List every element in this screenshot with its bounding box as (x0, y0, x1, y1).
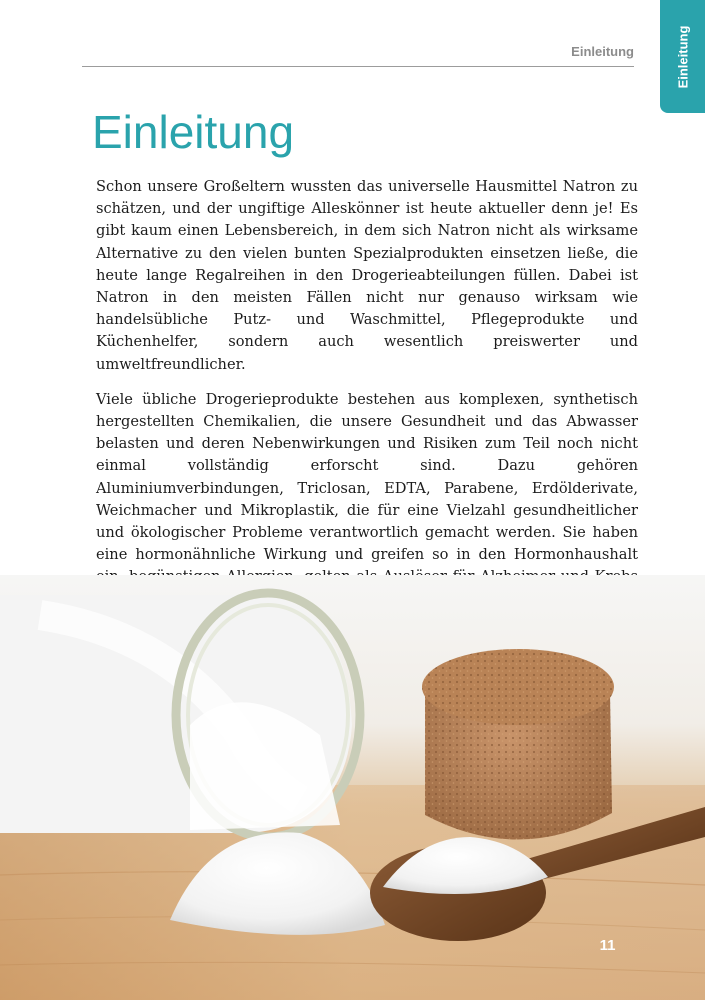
running-head-title: Einleitung (571, 44, 634, 59)
chapter-tab (660, 0, 705, 113)
running-head (82, 44, 634, 67)
glass-jar (0, 593, 360, 837)
chapter-tab-label: Einleitung (675, 25, 690, 88)
chapter-title: Einleitung (92, 106, 295, 158)
paragraph-1: Schon unsere Großeltern wussten das universelle Hausmittel Natron zu schätzen, und der ungiftige Alleskönner ist heute aktueller denn je! Es gibt kaum einen Lebensbereich, in dem sich Natron nicht als wirksame Alternative zu den vielen bunten Spezialprodukten einsetzen ließe, die heute lange Regalreihen in den Drogerieabteilungen füllen. Dabei ist Natron in den meisten Fällen nicht nur genauso wirksam wie handelsübliche Putz- und Waschmittel, Pflegeprodukte und Küchenhelfer, sondern auch wesentlich preiswerter und umweltfreundlicher. (96, 178, 638, 373)
cork-lid (422, 649, 614, 840)
paragraph-2: Viele übliche Drogerieprodukte bestehen aus komplexen, synthetisch hergestellten Chemikalien, die unsere Gesundheit und das Abwasser belasten und deren Nebenwirkungen und Risiken zum Teil noch nicht einmal vollständig erforscht sind. Dazu gehören Aluminiumverbindungen, Triclosan, EDTA, Parabene, Erdölderivate, Weichmacher und Mikroplastik, die für eine Vielzahl gesundheitlicher und ökologischer Probleme verantwortlich gemacht werden. Sie haben eine hormonähnliche Wirkung und greifen so in den Hormonhaushalt (96, 390, 638, 564)
page-number: 11 (599, 937, 616, 954)
